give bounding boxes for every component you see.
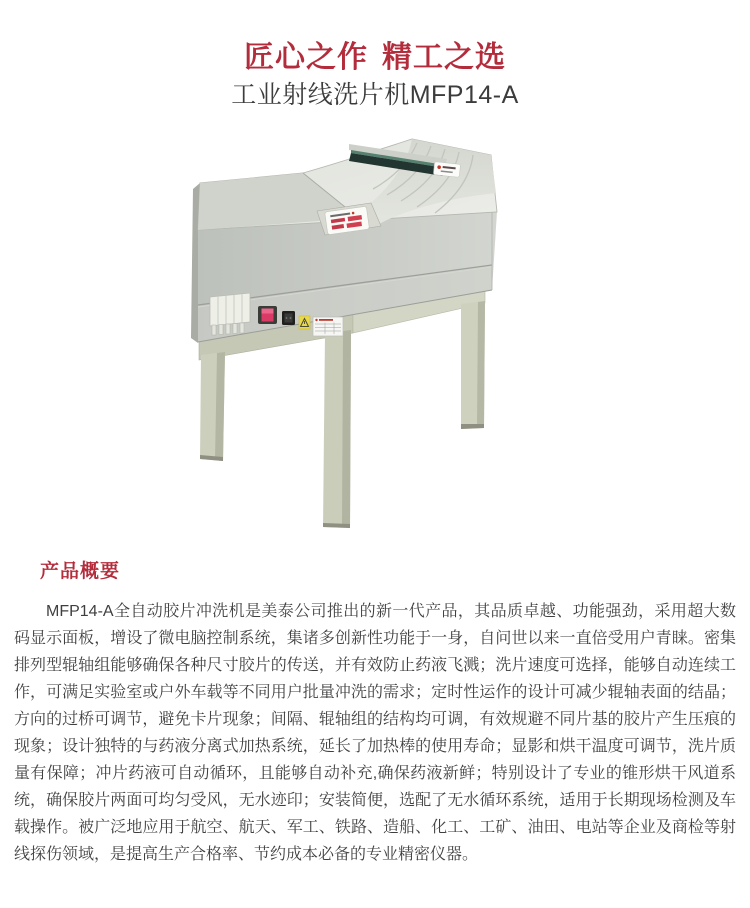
product-photo (155, 131, 595, 533)
film-processor-illustration (155, 131, 595, 533)
page-subtitle: 工业射线洗片机MFP14-A (231, 81, 519, 109)
drain-connector (210, 293, 250, 335)
section-heading: 产品概要 (40, 561, 121, 582)
power-switch (258, 306, 277, 324)
page-title-right: 精工之选 (382, 41, 506, 74)
stand-leg-rear-right (461, 301, 485, 429)
page-title-left: 匠心之作 (244, 41, 368, 74)
product-description: MFP14-A全自动胶片冲洗机是美泰公司推出的新一代产品，其品质卓越、功能强劲，采用超大数码显示面板，增设了微电脑控制系统，集诸多创新性功能于一身，自问世以来一直倍受用户青睐。密集排列型辊轴组能够确保各种尺寸胶片的传送，并有效防止药液飞溅；洗片速度可选择，能够自动连续工作，可满足实验室或户外车载等不同用户批量冲洗的需求；定时性运作的设计可减少辊轴表面的结晶；方向的过桥可调节，避免卡片现象；间隔、辊轴组的结构均可调，有效规避不同片基的胶片产生压痕的现象；设计独特的与药液分离式加热系统，延长了加热棒的使用寿命；显影和烘干温度可调节，洗片质量有保障；冲片药液可自动循环，且能够自动补充,确保药液新鲜；特别设计了专业的锥形烘干风道系统，确保胶片两面可均匀受风，无水迹印；安装简便，选配了无水循环系统，适用于长期现场检测及车载操作。被广泛地应用于航空、航天、军工、铁路、造船、化工、工矿、油田、电站等企业及商检等射线探伤领域，是提高生产合格率、节约成本必备的专业精密仪器。 (14, 603, 736, 863)
page-header (0, 42, 750, 109)
power-socket (282, 311, 295, 325)
spec-label (313, 317, 343, 336)
warning-label (299, 316, 310, 329)
stand-leg-front-left (200, 352, 225, 461)
stand-leg-front-right (323, 330, 351, 528)
page-title (0, 42, 750, 74)
brand-label (433, 162, 460, 178)
